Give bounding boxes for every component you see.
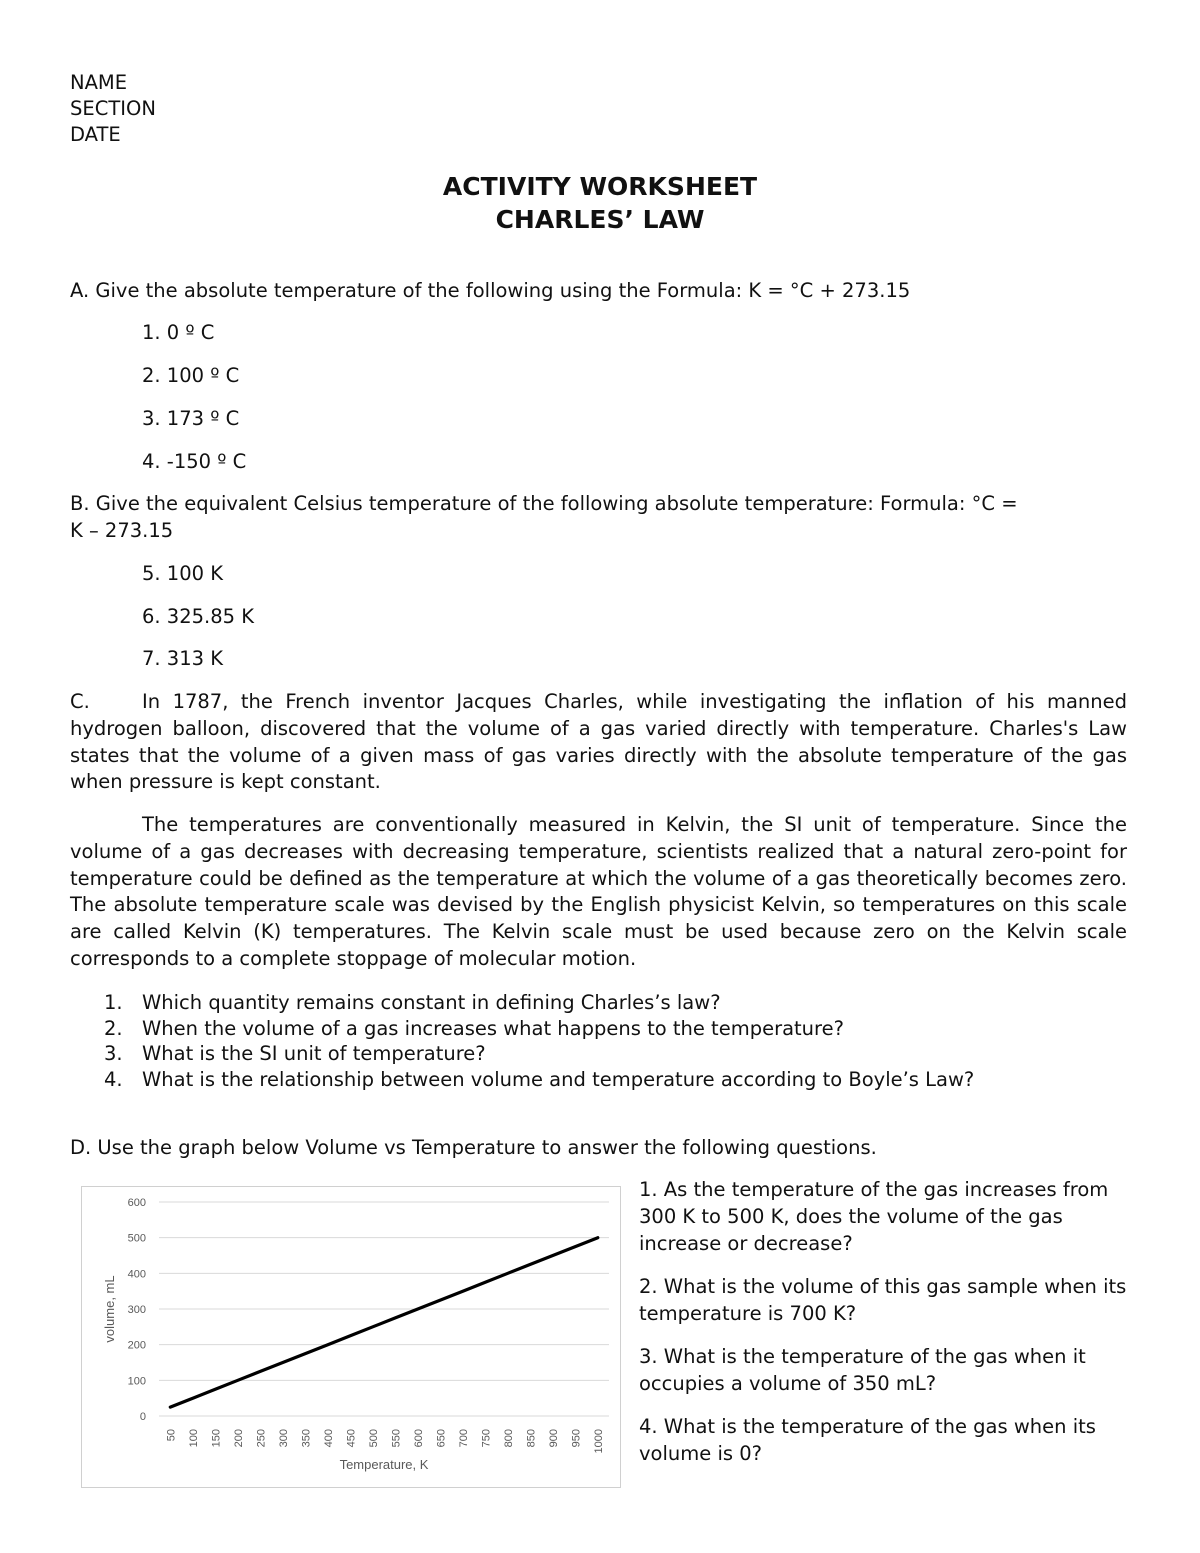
part-a-item: 4. -150 º C — [142, 450, 247, 473]
x-tick-label: 400 — [322, 1429, 335, 1448]
worksheet-title: ACTIVITY WORKSHEET — [442, 172, 758, 201]
worksheet-subtitle: CHARLES’ LAW — [495, 205, 705, 234]
x-tick-label: 250 — [255, 1429, 268, 1448]
y-tick-label: 600 — [127, 1197, 146, 1209]
name-label: NAME — [70, 71, 128, 94]
x-tick-label: 150 — [210, 1429, 223, 1448]
y-tick-label: 100 — [127, 1375, 146, 1388]
part-b-item: 7. 313 K — [142, 647, 224, 670]
list-item — [70, 1016, 1130, 1042]
y-tick-label: 0 — [139, 1411, 146, 1423]
part-d-question-1 — [639, 1177, 1129, 1257]
part-d-question-4 — [639, 1414, 1129, 1468]
date-label: DATE — [70, 123, 121, 146]
chart-canvas — [82, 1187, 622, 1489]
part-c-paragraph-2 — [70, 812, 1127, 973]
part-d-instruction: D. Use the graph below Volume vs Temperature to answer the following questions. — [70, 1136, 877, 1159]
x-tick-label: 500 — [367, 1429, 380, 1448]
part-b-instruction-line1: B. Give the equivalent Celsius temperature of the following absolute temperature: Formula: °C = — [70, 492, 1018, 515]
x-tick-label: 950 — [570, 1429, 583, 1448]
x-tick-label: 650 — [435, 1429, 448, 1448]
y-tick-label: 400 — [127, 1268, 146, 1281]
list-item — [70, 1067, 1130, 1093]
x-axis-title: Temperature, K — [339, 1457, 429, 1472]
question-text: What is the relationship between volume and temperature according to Boyle’s Law? — [142, 1067, 975, 1091]
part-c-paragraph-1 — [70, 689, 1127, 796]
y-tick-label: 300 — [127, 1304, 146, 1316]
y-axis-title: volume, mL — [102, 1275, 117, 1343]
part-c-text-2: The temperatures are conventionally measured in Kelvin, the SI unit of temperature. Since the volume of a gas decreases with decreasing temperature, scientists realized that a natural zero-point for temperature could be defined as the temperature at which the volume of a gas theoretically becomes zero. The absolute temperature scale was devised by the English physicist Kelvin, so temperatures on this scale are called Kelvin (K) temperatures. The Kelvin scale must be used because zero on the Kelvin scale corresponds to a complete stoppage of molecular motion. — [70, 813, 1127, 970]
series-line-volume — [170, 1238, 598, 1407]
x-tick-label: 200 — [232, 1429, 245, 1448]
x-tick-label: 850 — [525, 1429, 538, 1448]
part-c-question-list — [70, 990, 1130, 1092]
x-tick-label: 300 — [277, 1429, 290, 1448]
part-a-item: 2. 100 º C — [142, 364, 240, 387]
question-text: Which quantity remains constant in defining Charles’s law? — [142, 991, 721, 1014]
part-b-instruction-line2: K – 273.15 — [70, 519, 174, 542]
x-tick-label: 700 — [457, 1429, 470, 1448]
x-tick-label: 50 — [165, 1429, 178, 1442]
volume-temperature-chart — [81, 1186, 621, 1488]
question-text: 4. What is the temperature of the gas when its volume is 0? — [639, 1415, 1096, 1465]
x-tick-label: 800 — [502, 1429, 515, 1448]
part-d-question-3 — [639, 1344, 1129, 1398]
question-text: 1. As the temperature of the gas increases from 300 K to 500 K, does the volume of the gas increase or decrease? — [639, 1178, 1109, 1255]
question-text: 2. What is the volume of this gas sample when its temperature is 700 K? — [639, 1275, 1127, 1325]
section-label: SECTION — [70, 97, 156, 120]
question-number: 1. — [104, 991, 123, 1014]
part-d-question-2 — [639, 1274, 1129, 1328]
x-tick-label: 100 — [187, 1429, 200, 1448]
x-tick-label: 750 — [480, 1429, 493, 1448]
student-info-header — [70, 70, 156, 148]
question-text: 3. What is the temperature of the gas when it occupies a volume of 350 mL? — [639, 1345, 1086, 1395]
part-c-label: C. — [70, 690, 90, 713]
question-text: When the volume of a gas increases what happens to the temperature? — [142, 1016, 844, 1040]
x-tick-label: 450 — [345, 1429, 358, 1448]
question-number: 4. — [104, 1067, 123, 1091]
part-a-item: 1. 0 º C — [142, 321, 215, 344]
list-item — [70, 1041, 1130, 1067]
question-number: 2. — [104, 1016, 123, 1040]
part-b-item: 6. 325.85 K — [142, 605, 255, 628]
x-tick-label: 900 — [547, 1429, 560, 1448]
list-item — [70, 990, 1130, 1016]
question-number: 3. — [104, 1042, 123, 1066]
part-b-item: 5. 100 K — [142, 562, 224, 585]
x-tick-label: 1000 — [592, 1429, 605, 1454]
x-tick-label: 550 — [390, 1429, 403, 1448]
y-tick-label: 200 — [127, 1339, 146, 1352]
y-tick-label: 500 — [127, 1232, 146, 1245]
part-a-instruction: A. Give the absolute temperature of the following using the Formula: K = °C + 273.15 — [70, 279, 911, 302]
question-text: What is the SI unit of temperature? — [142, 1042, 486, 1066]
part-a-item: 3. 173 º C — [142, 407, 240, 430]
x-tick-label: 600 — [412, 1429, 425, 1448]
part-c-text-1: In 1787, the French inventor Jacques Charles, while investigating the inflation of his manned hydrogen balloon, discovered that the volume of a gas varied directly with temperature. Charles's Law states that the volume of a given mass of gas varies directly with the absolute temperature of the gas when pressure is kept constant. — [70, 690, 1127, 794]
x-tick-label: 350 — [300, 1429, 313, 1448]
